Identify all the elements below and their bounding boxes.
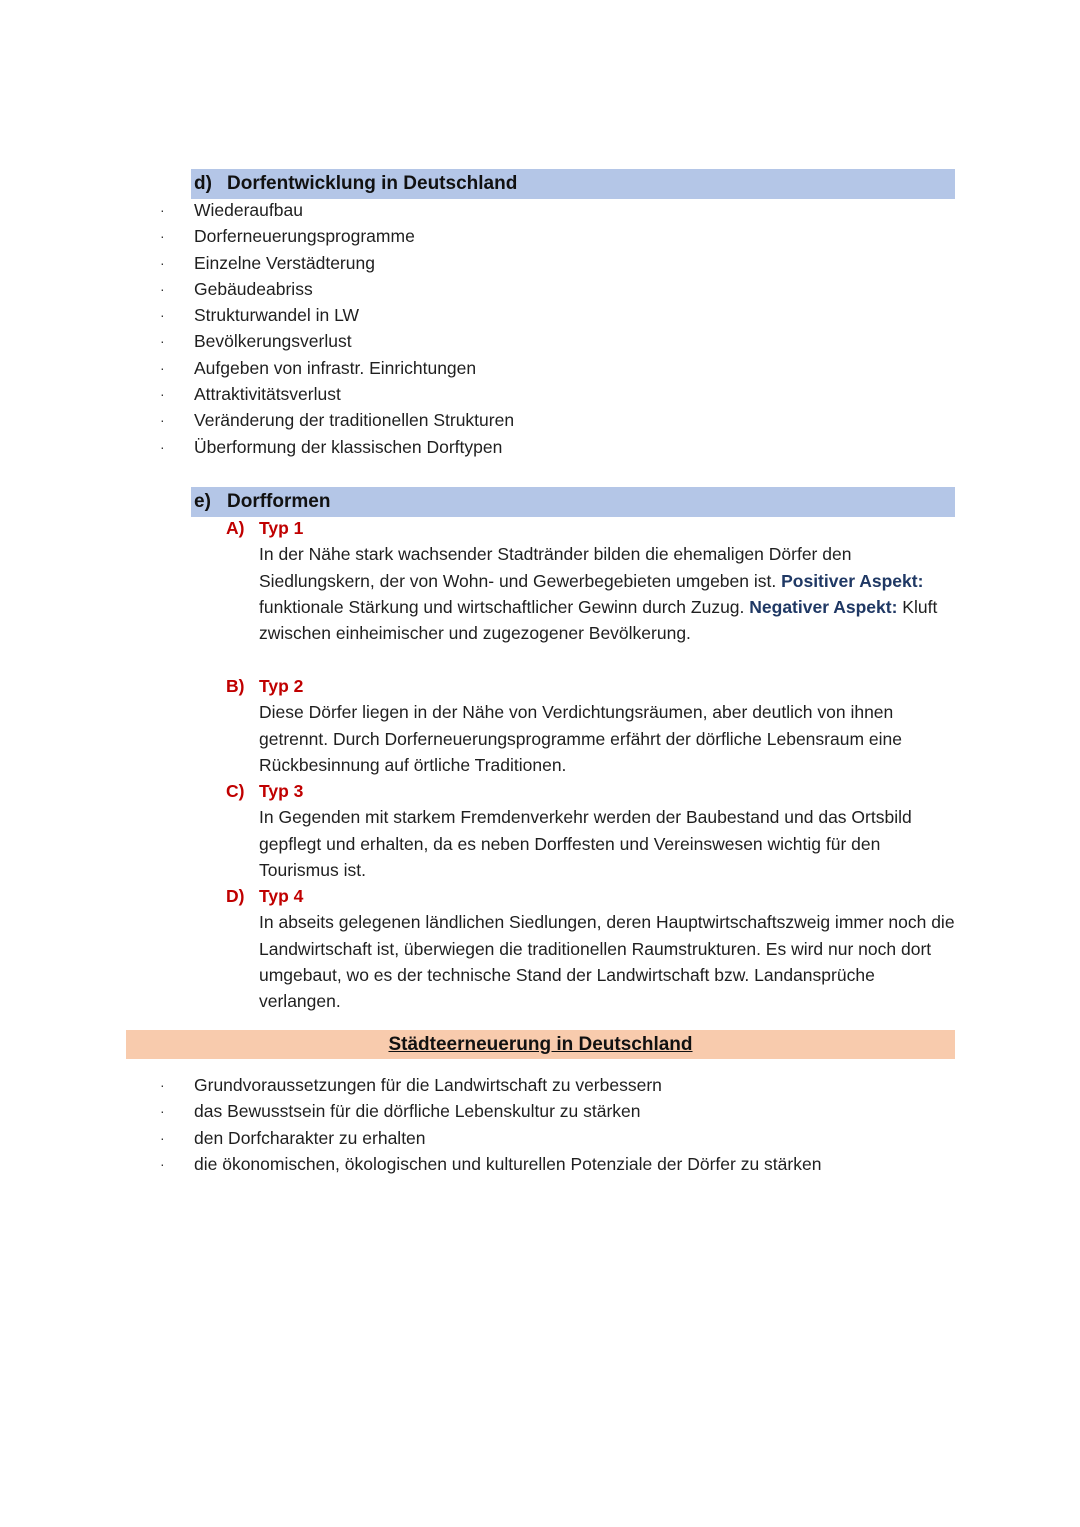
section-e-letter: e) <box>194 491 211 512</box>
bullet-icon: · <box>160 1155 165 1172</box>
list-item: · Einzelne Verstädterung <box>0 250 514 276</box>
type-description: In abseits gelegenen ländlichen Siedlungen, deren Hauptwirtschaftszweig immer noch die Landwirtschaft ist, überwiegen die traditionellen Raumstrukturen. Es wird nur noch dort umgebaut, wo es der technische Stand der Landwirtschaft bzw. Landansprüche verlangen. <box>259 912 955 1012</box>
bullet-icon: · <box>160 280 165 297</box>
list-item: · Wiederaufbau <box>0 197 514 223</box>
list-item: · Attraktivitätsverlust <box>0 381 514 407</box>
type-description: In der Nähe stark wachsender Stadtränder bilden die ehemaligen Dörfer den Siedlungskern, der von Wohn- und Gewerbegebieten umgeben ist. Positiver Aspekt: funktionale Stärkung und wirtschaftlicher Gewinn durch Zuzug. Negativer Aspekt: Kluft zwischen einheimischer und zugezogener Bevölkerung. <box>259 544 938 644</box>
list-item: · das Bewusstsein für die dörfliche Lebenskultur zu stärken <box>0 1098 821 1124</box>
bullet-icon: · <box>160 412 165 429</box>
type-block-2 <box>226 673 956 778</box>
bullet-icon: · <box>160 386 165 403</box>
bullet-icon: · <box>160 202 165 218</box>
bullet-icon: · <box>160 1129 165 1146</box>
bullet-icon: · <box>160 438 165 455</box>
list-item: · Strukturwandel in LW <box>0 302 514 328</box>
list-item: · Veränderung der traditionellen Strukturen <box>0 407 514 433</box>
section-d-heading <box>191 169 955 199</box>
bullet-icon: · <box>160 359 165 376</box>
type-block-1 <box>226 515 956 646</box>
section-e-title: Dorfformen <box>227 491 331 512</box>
list-item: · Dorferneuerungsprogramme <box>0 223 514 249</box>
section-stadt-list <box>0 1072 821 1177</box>
type-heading: C) Typ 3 <box>226 781 304 801</box>
section-d-list <box>0 197 514 460</box>
type-description: In Gegenden mit starkem Fremdenverkehr werden der Baubestand und das Ortsbild gepflegt und erhalten, da es neben Dorffesten und Vereinswesen wichtig für den Tourismus ist. <box>259 807 912 880</box>
section-d-title: Dorfentwicklung in Deutschland <box>227 173 518 194</box>
list-item: · Grundvoraussetzungen für die Landwirtschaft zu verbessern <box>0 1072 821 1098</box>
type-heading: B) Typ 2 <box>226 676 304 696</box>
bullet-icon: · <box>160 307 165 324</box>
positive-aspect-label: Positiver Aspekt: <box>781 570 924 591</box>
list-item: · Bevölkerungsverlust <box>0 328 514 354</box>
bullet-icon: · <box>160 228 165 245</box>
type-heading: D) Typ 4 <box>226 886 304 906</box>
list-item: · Aufgeben von infrastr. Einrichtungen <box>0 355 514 381</box>
section-d-letter: d) <box>194 173 212 194</box>
bullet-icon: · <box>160 333 165 350</box>
section-stadt-title: Städteerneuerung in Deutschland <box>388 1034 693 1055</box>
list-item: · den Dorfcharakter zu erhalten <box>0 1125 821 1151</box>
section-stadt-heading <box>126 1030 955 1059</box>
type-block-3 <box>226 778 956 883</box>
list-item: · Überformung der klassischen Dorftypen <box>0 434 514 460</box>
bullet-icon: · <box>160 1103 165 1120</box>
type-description: Diese Dörfer liegen in der Nähe von Verdichtungsräumen, aber deutlich von ihnen getrennt. Durch Dorferneuerungsprogramme erfährt der dörfliche Lebensraum eine Rückbesinnung auf örtliche Traditionen. <box>259 702 902 775</box>
bullet-icon: · <box>160 1077 165 1093</box>
list-item: · die ökonomischen, ökologischen und kulturellen Potenziale der Dörfer zu stärken <box>0 1151 821 1177</box>
type-heading: A) Typ 1 <box>226 518 304 538</box>
section-e-heading <box>191 487 955 517</box>
negative-aspect-label: Negativer Aspekt: <box>749 596 898 617</box>
list-item: · Gebäudeabriss <box>0 276 514 302</box>
type-block-4 <box>226 883 956 1014</box>
bullet-icon: · <box>160 254 165 271</box>
